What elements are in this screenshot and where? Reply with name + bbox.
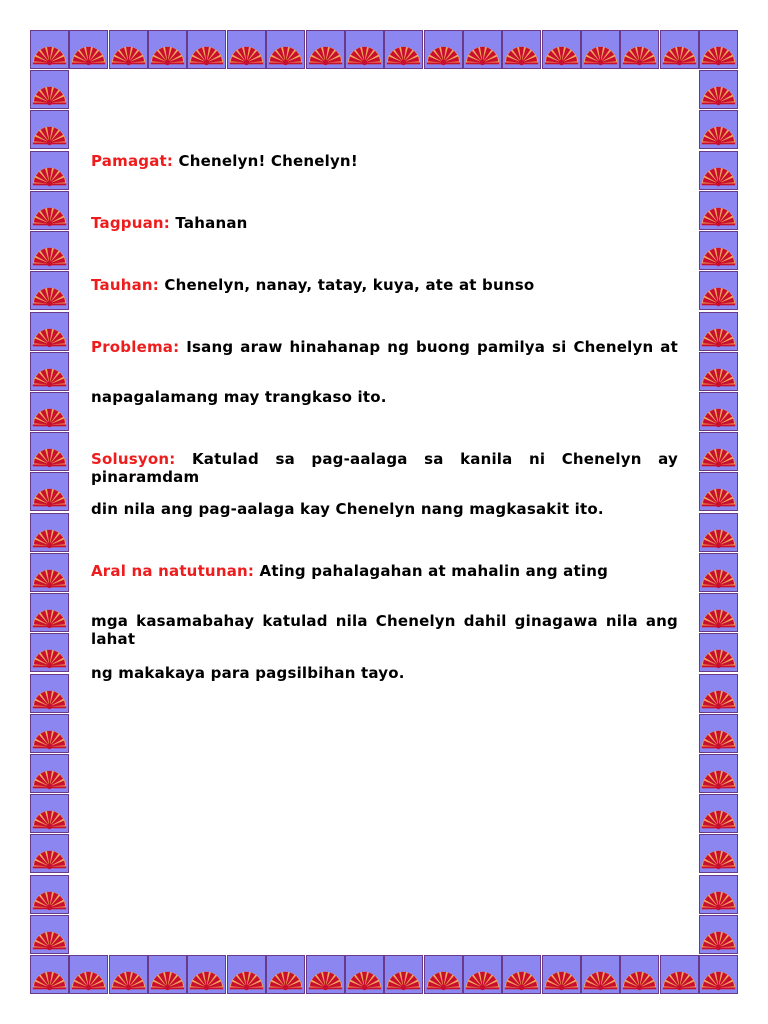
fan-shell-icon: [306, 30, 345, 69]
solution-line-1: [91, 450, 678, 486]
lesson-line-1: [91, 562, 608, 580]
fan-shell-icon: [30, 955, 69, 994]
fan-shell-icon: [30, 633, 69, 672]
characters-label: Tauhan:: [91, 276, 159, 294]
fan-shell-icon: [699, 70, 738, 109]
lesson-text-1: Ating pahalagahan at mahalin ang ating: [259, 562, 609, 580]
fan-shell-icon: [30, 432, 69, 471]
fan-shell-icon: [187, 955, 226, 994]
fan-shell-icon: [30, 915, 69, 954]
lesson-text-2: mga kasamabahay katulad nila Chenelyn dahil ginagawa nila ang lahat: [91, 612, 678, 648]
fan-shell-icon: [699, 392, 738, 431]
fan-shell-icon: [187, 30, 226, 69]
setting-line: [91, 214, 248, 232]
fan-shell-icon: [69, 955, 108, 994]
fan-shell-icon: [148, 955, 187, 994]
problem-line-1: [91, 338, 678, 356]
lesson-line-2: [91, 612, 678, 648]
fan-shell-icon: [148, 30, 187, 69]
fan-shell-icon: [699, 472, 738, 511]
fan-shell-icon: [266, 955, 305, 994]
fan-shell-icon: [69, 30, 108, 69]
lesson-label: Aral na natutunan:: [91, 562, 255, 580]
fan-shell-icon: [109, 30, 148, 69]
solution-text-1: Katulad sa pag-aalaga sa kanila ni Chenelyn ay pinaramdam: [91, 450, 678, 486]
lesson-line-3: [91, 664, 405, 682]
fan-shell-icon: [384, 30, 423, 69]
characters-line: [91, 276, 534, 294]
title-label: Pamagat:: [91, 152, 174, 170]
fan-shell-icon: [30, 472, 69, 511]
setting-label: Tagpuan:: [91, 214, 170, 232]
fan-shell-icon: [699, 834, 738, 873]
fan-shell-icon: [424, 30, 463, 69]
fan-shell-icon: [30, 674, 69, 713]
fan-shell-icon: [345, 955, 384, 994]
fan-shell-icon: [699, 794, 738, 833]
problem-label: Problema:: [91, 338, 180, 356]
fan-shell-icon: [699, 191, 738, 230]
fan-shell-icon: [30, 151, 69, 190]
fan-shell-icon: [30, 794, 69, 833]
setting-value: Tahanan: [175, 214, 248, 232]
fan-shell-icon: [30, 271, 69, 310]
fan-shell-icon: [306, 955, 345, 994]
fan-shell-icon: [502, 30, 541, 69]
problem-text-2: napagalamang may trangkaso ito.: [91, 388, 387, 406]
fan-shell-icon: [699, 593, 738, 632]
title-value: Chenelyn! Chenelyn!: [178, 152, 358, 170]
fan-shell-icon: [699, 231, 738, 270]
fan-shell-icon: [699, 955, 738, 994]
fan-shell-icon: [542, 955, 581, 994]
fan-shell-icon: [30, 834, 69, 873]
fan-shell-icon: [109, 955, 148, 994]
fan-shell-icon: [30, 30, 69, 69]
title-line: [91, 152, 358, 170]
fan-shell-icon: [30, 754, 69, 793]
fan-shell-icon: [30, 70, 69, 109]
fan-shell-icon: [699, 714, 738, 753]
fan-shell-icon: [30, 875, 69, 914]
fan-shell-icon: [345, 30, 384, 69]
fan-shell-icon: [30, 312, 69, 351]
fan-shell-icon: [699, 30, 738, 69]
fan-shell-icon: [30, 352, 69, 391]
problem-text-1: Isang araw hinahanap ng buong pamilya si Chenelyn at: [186, 338, 678, 356]
fan-shell-icon: [699, 352, 738, 391]
fan-shell-icon: [699, 915, 738, 954]
fan-shell-icon: [699, 513, 738, 552]
fan-shell-icon: [30, 392, 69, 431]
fan-shell-icon: [227, 955, 266, 994]
fan-shell-icon: [699, 151, 738, 190]
fan-shell-icon: [620, 955, 659, 994]
fan-shell-icon: [30, 231, 69, 270]
fan-shell-icon: [660, 955, 699, 994]
fan-shell-icon: [542, 30, 581, 69]
fan-shell-icon: [660, 30, 699, 69]
fan-shell-icon: [30, 513, 69, 552]
fan-shell-icon: [699, 312, 738, 351]
fan-shell-icon: [699, 553, 738, 592]
fan-shell-icon: [30, 553, 69, 592]
fan-shell-icon: [502, 955, 541, 994]
solution-line-2: [91, 500, 604, 518]
fan-shell-icon: [424, 955, 463, 994]
fan-shell-icon: [463, 955, 502, 994]
fan-shell-icon: [227, 30, 266, 69]
fan-shell-icon: [699, 633, 738, 672]
fan-shell-icon: [699, 110, 738, 149]
fan-shell-icon: [699, 432, 738, 471]
lesson-text-3: ng makakaya para pagsilbihan tayo.: [91, 664, 405, 682]
solution-label: Solusyon:: [91, 450, 176, 468]
fan-shell-icon: [30, 593, 69, 632]
fan-shell-icon: [699, 674, 738, 713]
fan-shell-icon: [384, 955, 423, 994]
fan-shell-icon: [581, 955, 620, 994]
fan-shell-icon: [30, 191, 69, 230]
fan-shell-icon: [699, 754, 738, 793]
fan-shell-icon: [620, 30, 659, 69]
fan-shell-icon: [30, 714, 69, 753]
fan-shell-icon: [30, 110, 69, 149]
fan-shell-icon: [699, 875, 738, 914]
fan-shell-icon: [266, 30, 305, 69]
fan-shell-icon: [463, 30, 502, 69]
solution-text-2: din nila ang pag-aalaga kay Chenelyn nang magkasakit ito.: [91, 500, 604, 518]
problem-line-2: [91, 388, 387, 406]
fan-shell-icon: [581, 30, 620, 69]
fan-shell-icon: [699, 271, 738, 310]
characters-value: Chenelyn, nanay, tatay, kuya, ate at bunso: [164, 276, 535, 294]
